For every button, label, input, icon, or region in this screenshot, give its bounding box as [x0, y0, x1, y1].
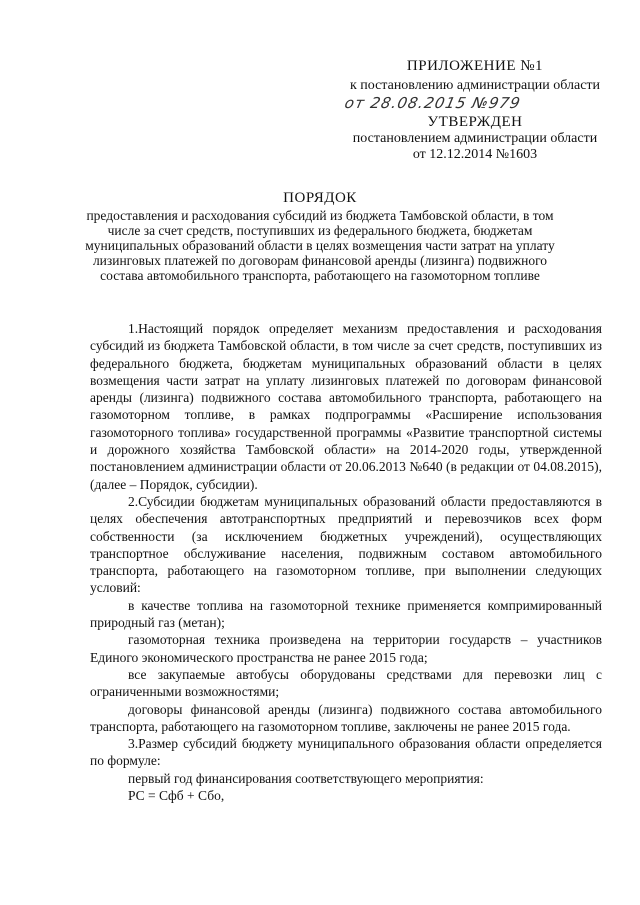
condition-1: в качестве топлива на газомоторной технике применяется компримированный природный газ (метан);: [90, 597, 602, 631]
condition-4: договоры финансовой аренды (лизинга) подвижного состава автомобильного транспорта, работающего на газомоторном топливе, заключены не ранее 2015 года.: [90, 701, 602, 734]
paragraph-1: 1.Настоящий порядок определяет механизм предоставления и расходования субсидий из бюджета Тамбовской области, в том числе за счет средств, поступивших из федерального бюджета, бюджетам муниципальных образований области в целях возмещения части затрат на уплату лизинговых платежей по договорам финансовой аренды (лизинга) подвижного состава автомобильного транспорта, работающего на газомоторном топливе, в рамках подпрограммы «Расширение использования газомоторного топлива» государственной программы «Развитие транспортной системы и дорожного хозяйства Тамбовской области» на 2014-2020 годы, утвержденной постановлением администрации области от 20.06.2013 №640 (в редакции от 04.08.2015), (далее – Порядок, субсидии).: [90, 321, 602, 492]
paragraph-2: 2.Субсидии бюджетам муниципальных образований области предоставляются в целях обеспечения автотранспортных предприятий и перевозчиков всех форм собственности (за исключением бюджетных учреждений), осуществляющих транспортное обслуживание населения, подвижным составом автомобильного транспорта, работающего на газомоторном топливе, при выполнении следующих условий:: [90, 493, 602, 596]
handwritten-date: от 28.08.2015 №979: [343, 94, 523, 112]
approved-by: постановлением администрации области: [352, 131, 598, 146]
condition-3: все закупаемые автобусы оборудованы средствами для перевозки лиц с ограниченными возможностями;: [90, 666, 602, 700]
approved-date: от 12.12.2014 №1603: [412, 147, 538, 162]
appendix-reference: к постановлению администрации области: [349, 78, 601, 93]
appendix-title: ПРИЛОЖЕНИЕ №1: [406, 58, 544, 74]
approved-title: УТВЕРЖДЕН: [427, 114, 523, 130]
formula-intro: первый год финансирования соответствующего мероприятия:: [128, 770, 484, 786]
condition-2: газомоторная техника произведена на территории государств – участников Единого экономического пространства не ранее 2015 года;: [90, 632, 602, 665]
document-subtitle: предоставления и расходования субсидий из бюджета Тамбовской области, в том числе за счет средств, поступивших из федерального бюджета, бюджетам муниципальных образований области в целях возмещения части затрат на уплату лизинговых платежей по договорам финансовой аренды (лизинга) подвижного состава автомобильного транспорта, работающего на газомоторном топливе: [85, 208, 555, 283]
paragraph-3: 3.Размер субсидий бюджету муниципального образования области определяется по формуле:: [90, 736, 602, 769]
document-body: [90, 320, 602, 804]
document-title: ПОРЯДОК: [283, 190, 357, 206]
formula: РС = Сфб + Сбо,: [128, 788, 225, 804]
